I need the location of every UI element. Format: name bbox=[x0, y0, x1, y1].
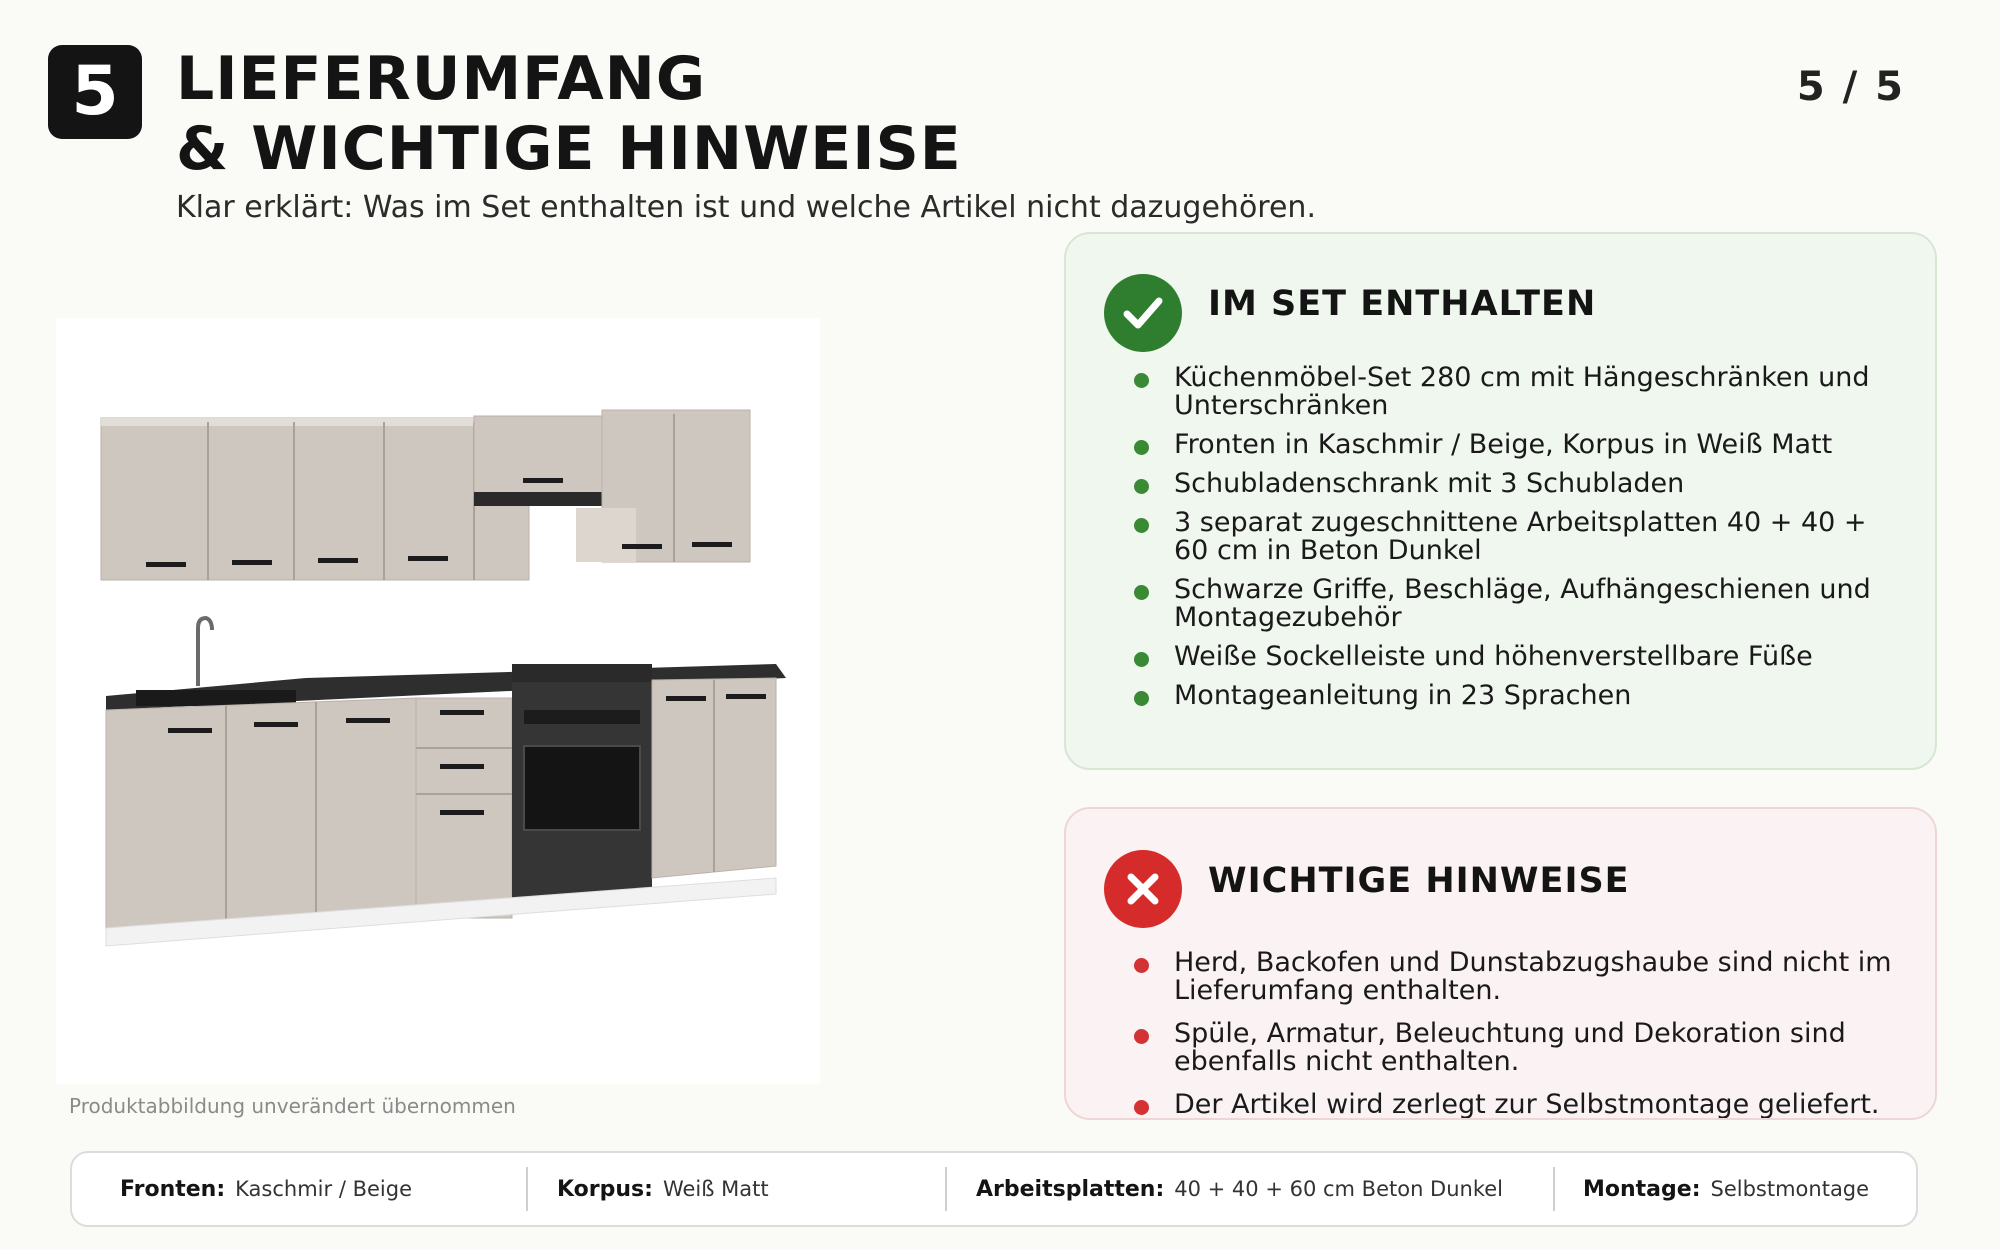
bullet-dot-icon bbox=[1134, 518, 1149, 533]
list-item bbox=[1134, 509, 1895, 565]
spec-arbeitsplatten bbox=[976, 1153, 1503, 1225]
list-item bbox=[1134, 431, 1895, 459]
product-image bbox=[56, 318, 820, 1084]
list-item-text: Spüle, Armatur, Beleuchtung und Dekoration sind ebenfalls nicht enthalten. bbox=[1174, 1018, 1846, 1077]
included-card bbox=[1064, 232, 1937, 770]
x-icon bbox=[1104, 850, 1182, 928]
list-item-text: Fronten in Kaschmir / Beige, Korpus in Weiß Matt bbox=[1174, 429, 1833, 460]
notes-list bbox=[1134, 949, 1895, 1120]
bullet-dot-icon bbox=[1134, 1029, 1149, 1044]
list-item-text: Küchenmöbel-Set 280 cm mit Hängeschränken und Unterschränken bbox=[1174, 362, 1870, 421]
bullet-dot-icon bbox=[1134, 585, 1149, 600]
list-item-text: Schwarze Griffe, Beschläge, Aufhängeschienen und Montagezubehör bbox=[1174, 574, 1871, 633]
list-item bbox=[1134, 1091, 1895, 1119]
list-item-text: Weiße Sockelleiste und höhenverstellbare Füße bbox=[1174, 641, 1813, 672]
spec-label: Montage: bbox=[1583, 1176, 1701, 1202]
spec-value: 40 + 40 + 60 cm Beton Dunkel bbox=[1174, 1177, 1504, 1201]
list-item bbox=[1134, 470, 1895, 498]
spec-bar bbox=[70, 1151, 1918, 1227]
spec-divider bbox=[945, 1167, 947, 1211]
page-title bbox=[176, 44, 962, 184]
check-icon bbox=[1104, 274, 1182, 352]
list-item bbox=[1134, 364, 1895, 420]
faucet bbox=[198, 618, 212, 686]
spec-montage bbox=[1583, 1153, 1869, 1225]
bullet-dot-icon bbox=[1134, 479, 1149, 494]
bullet-dot-icon bbox=[1134, 958, 1149, 973]
bullet-dot-icon bbox=[1134, 652, 1149, 667]
bullet-dot-icon bbox=[1134, 691, 1149, 706]
wall-cabinets bbox=[101, 410, 750, 580]
page-counter: 5 / 5 bbox=[1796, 64, 1905, 110]
list-item-text: 3 separat zugeschnittene Arbeitsplatten 40 + 40 + 60 cm in Beton Dunkel bbox=[1174, 507, 1867, 566]
spec-value: Kaschmir / Beige bbox=[235, 1177, 412, 1201]
page-title-line-1: LIEFERUMFANG bbox=[176, 44, 707, 114]
list-item bbox=[1134, 643, 1895, 671]
included-heading: IM SET ENTHALTEN bbox=[1208, 284, 1597, 324]
spec-value: Weiß Matt bbox=[662, 1177, 769, 1201]
list-item-text: Montageanleitung in 23 Sprachen bbox=[1174, 680, 1632, 711]
kitchen-set-illustration bbox=[56, 318, 820, 1084]
spec-label: Arbeitsplatten: bbox=[976, 1176, 1165, 1202]
list-item bbox=[1134, 576, 1895, 632]
spec-fronten bbox=[120, 1153, 412, 1225]
list-item bbox=[1134, 682, 1895, 710]
spec-divider bbox=[526, 1167, 528, 1211]
page-title-line-2: & WICHTIGE HINWEISE bbox=[176, 114, 962, 184]
list-item bbox=[1134, 1020, 1895, 1076]
spec-value: Selbstmontage bbox=[1710, 1177, 1870, 1201]
bullet-dot-icon bbox=[1134, 1100, 1149, 1115]
included-list bbox=[1134, 364, 1895, 721]
bullet-dot-icon bbox=[1134, 373, 1149, 388]
image-caption: Produktabbildung unverändert übernommen bbox=[69, 1094, 516, 1118]
list-item-text: Herd, Backofen und Dunstabzugshaube sind nicht im Lieferumfang enthalten. bbox=[1174, 947, 1892, 1006]
spec-divider bbox=[1553, 1167, 1555, 1211]
list-item bbox=[1134, 949, 1895, 1005]
step-badge: 5 bbox=[48, 45, 142, 139]
notes-heading: WICHTIGE HINWEISE bbox=[1208, 861, 1630, 901]
spec-label: Korpus: bbox=[557, 1176, 653, 1202]
base-cabinets bbox=[106, 664, 776, 946]
bullet-dot-icon bbox=[1134, 440, 1149, 455]
spec-korpus bbox=[557, 1153, 769, 1225]
list-item-text: Schubladenschrank mit 3 Schubladen bbox=[1174, 468, 1685, 499]
notes-card bbox=[1064, 807, 1937, 1120]
page-subtitle: Klar erklärt: Was im Set enthalten ist und welche Artikel nicht dazugehören. bbox=[176, 190, 1316, 225]
list-item-text: Der Artikel wird zerlegt zur Selbstmontage geliefert. bbox=[1174, 1089, 1880, 1120]
spec-label: Fronten: bbox=[120, 1176, 226, 1202]
